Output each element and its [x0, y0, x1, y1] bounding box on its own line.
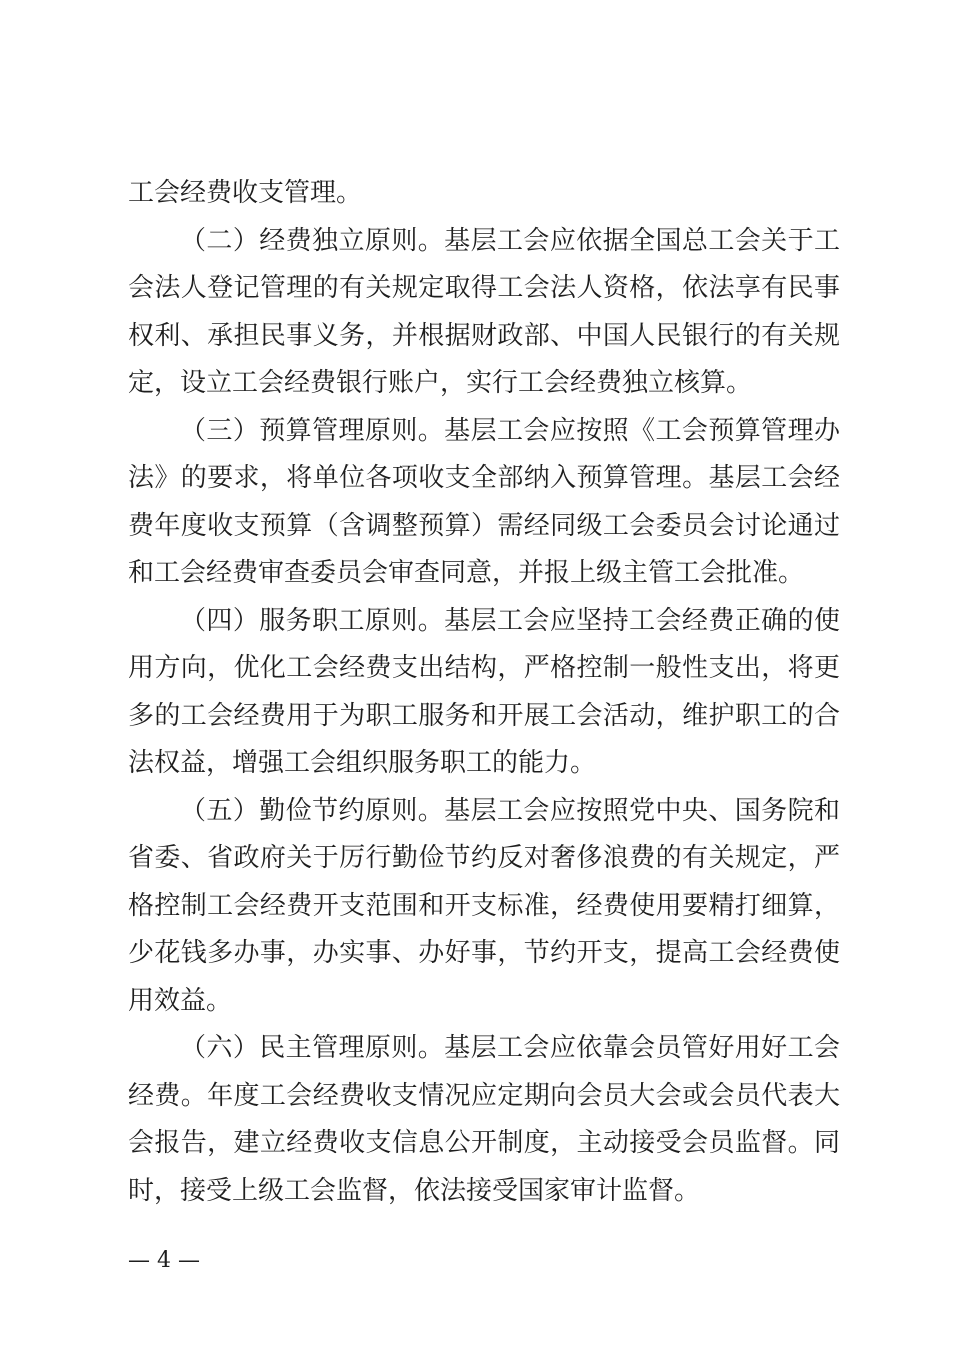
paragraph-6-democratic-management: [128, 1025, 840, 1215]
page-number: — 4 —: [128, 1248, 200, 1273]
text-line: 法权益，增强工会组织服务职工的能力。: [128, 748, 597, 778]
text-line: （四）服务职工原则。基层工会应坚持工会经费正确的使: [180, 605, 840, 636]
paragraph-5-frugality: [128, 788, 840, 1026]
text-line: （三）预算管理原则。基层工会应按照《工会预算管理办: [180, 415, 840, 446]
text-line: 少花钱多办事，办实事、办好事，节约开支，提高工会经费使: [128, 938, 840, 968]
text-line: 法》的要求，将单位各项收支全部纳入预算管理。基层工会经: [128, 463, 840, 493]
text-line: 时，接受上级工会监督，依法接受国家审计监督。: [128, 1175, 701, 1206]
text-line: （五）勤俭节约原则。基层工会应按照党中央、国务院和: [180, 795, 840, 826]
text-line: 工会经费收支管理。: [128, 178, 363, 208]
text-line: （六）民主管理原则。基层工会应依靠会员管好用好工会: [180, 1033, 840, 1063]
text-line: 多的工会经费用于为职工服务和开展工会活动，维护职工的合: [128, 700, 840, 731]
text-line: 会报告，建立经费收支信息公开制度，主动接受会员监督。同: [128, 1128, 840, 1158]
text-line: 格控制工会经费开支范围和开支标准，经费使用要精打细算，: [128, 890, 840, 921]
text-line: 和工会经费审查委员会审查同意，并报上级主管工会批准。: [128, 558, 805, 588]
text-line: 用效益。: [128, 985, 233, 1016]
text-line: 省委、省政府关于厉行勤俭节约反对奢侈浪费的有关规定，严: [128, 843, 840, 873]
paragraph-continuation: [128, 170, 840, 218]
paragraph-4-serve-workers: [128, 598, 840, 788]
paragraph-2-funds-independence: [128, 218, 840, 408]
text-line: （二）经费独立原则。基层工会应依据全国总工会关于工: [180, 225, 840, 256]
document-body: [128, 170, 840, 1215]
text-line: 费年度收支预算（含调整预算）需经同级工会委员会讨论通过: [128, 510, 840, 541]
paragraph-3-budget-management: [128, 408, 840, 598]
text-line: 权利、承担民事义务，并根据财政部、中国人民银行的有关规: [128, 320, 840, 351]
text-line: 定，设立工会经费银行账户，实行工会经费独立核算。: [128, 368, 753, 398]
text-line: 会法人登记管理的有关规定取得工会法人资格，依法享有民事: [128, 273, 840, 303]
text-line: 用方向，优化工会经费支出结构，严格控制一般性支出，将更: [128, 653, 840, 683]
text-line: 经费。年度工会经费收支情况应定期向会员大会或会员代表大: [128, 1080, 840, 1111]
